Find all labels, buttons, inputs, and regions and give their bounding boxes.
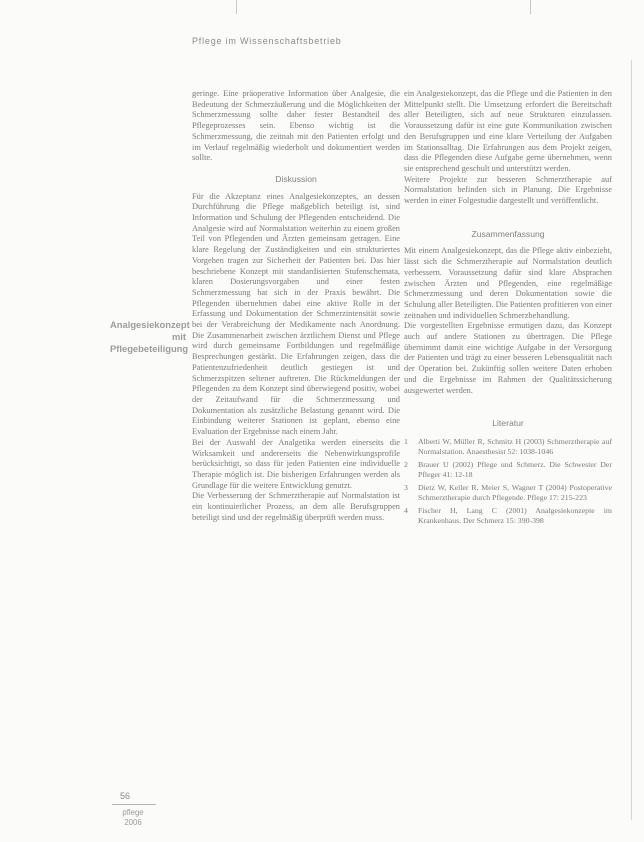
- journal-name: pflege: [122, 808, 144, 817]
- reference-number: 2: [404, 459, 408, 469]
- page-number: 56: [120, 791, 131, 801]
- reference-item: [404, 460, 612, 480]
- section-heading-references: Literatur: [492, 418, 524, 429]
- section-heading-discussion: Diskussion: [275, 173, 317, 184]
- reference-item: [404, 437, 612, 457]
- journal-footer: [112, 808, 154, 828]
- reference-number: 1: [404, 436, 408, 446]
- reference-text: Fischer H, Lang C (2001) Analgesiekonzepte im Krankenhaus. Der Schmerz 15: 390-398: [418, 505, 612, 525]
- section-heading-summary: Zusammenfassung: [471, 228, 545, 239]
- reference-item: [404, 483, 612, 503]
- crop-mark: [236, 0, 237, 14]
- reference-item: [404, 506, 612, 526]
- paragraph: Mit einem Analgesiekonzept, das die Pflege aktiv einbezieht, lässt sich die Schmerztherapie auf Normalstation deutlich verbessern. Voraussetzung dafür sind klare Absprachen zwischen Ärzten und Pflegenden, eine regelmäßige Schmerzmessung und deren Dokumentation sowie die Schulung aller Beteiligten. Die Patienten profitieren von einer zeitnahen und individuellen Schmerzbehandlung.: [404, 246, 612, 320]
- paragraph: Für die Akzeptanz eines Analgesiekonzeptes, an dessen Durchführung die Pflege maßgeblich beteiligt ist, sind Information und Schulung der Pflegenden entscheidend. Die Analgesie wird auf Normalstation weiterhin zu einem großen Teil von Pflegenden und Ärzten gemeinsam getragen. Eine klare Regelung der Zuständigkeiten und ein strukturiertes Vorgehen tragen zur Sicherheit der Patienten bei. Das hier beschriebene Konzept mit standardisierten Stufenschemata, klaren Dosierungsvorgaben und einer festen Schmerzmessung hat sich in der Praxis bewährt. Die Pflegenden übernehmen dabei eine aktive Rolle in der Erfassung und Dokumentation der Schmerzintensität sowie bei der Verabreichung der Medikamente nach Anordnung. Die Zusammenarbeit zwischen ärztlichem Dienst und Pflege wird durch gemeinsame Fortbildungen und regelmäßige Besprechungen gestärkt. Die Erfahrungen zeigen, dass die Patientenzufriedenheit deutlich gestiegen ist und Schmerzspitzen seltener auftreten. Die Rückmeldungen der Pflegenden zu dem Konzept sind überwiegend positiv, wobei der Zeitaufwand für die Schmerzmessung und Dokumentation als zusätzliche Belastung genannt wird. Die Einbindung weiterer Stationen ist geplant, ebenso eine Evaluation der Ergebnisse nach einem Jahr.: [192, 191, 400, 437]
- paragraph: ein Analgesiekonzept, das die Pflege und die Patienten in den Mittelpunkt stellt. Die Umsetzung erfordert die Bereitschaft aller Beteiligten, sich auf neue Strukturen einzulassen. Voraussetzung dafür ist eine gute Kommunikation zwischen den Berufsgruppen und eine klare Verteilung der Aufgaben im Stationsalltag. Die Erfahrungen aus dem Projekt zeigen, dass die Pflegenden diese Aufgabe gerne übernehmen, wenn sie entsprechend geschult und unterstützt werden.: [404, 89, 612, 173]
- reference-number: 3: [404, 482, 408, 492]
- journal-year: 2006: [124, 818, 142, 827]
- footer-rule: [112, 804, 156, 805]
- paragraph: Bei der Auswahl der Analgetika werden einerseits die Wirksamkeit und andererseits die Nebenwirkungsprofile berücksichtigt, so dass für jeden Patienten eine individuelle Therapie möglich ist. Die bisherigen Erfahrungen werden als Grundlage für die weitere Entwicklung genutzt.: [192, 437, 400, 490]
- paragraph: Weitere Projekte zur besseren Schmerztherapie auf Normalstation befinden sich in Planung. Die Ergebnisse werden in einer Folgestudie dargestellt und veröffentlicht.: [404, 174, 612, 206]
- paragraph: geringe. Eine präoperative Information über Analgesie, die Bedeutung der Schmerzäußerung und die Möglichkeiten der Schmerzmessung sollte daher fester Bestandteil des Pflegeprozesses sein. Ebenso wichtig ist die Schmerzmessung, die zeitnah mit den Patienten erfolgt und im Verlauf regelmäßig wiederholt und dokumentiert werden sollte.: [192, 89, 400, 163]
- margin-note: Analgesiekonzept mit Pflegebeteiligung: [110, 319, 190, 354]
- paragraph: Die vorgestellten Ergebnisse ermutigen dazu, das Konzept auch auf andere Stationen zu übertragen. Die Pflege übernimmt damit eine wichtige Aufgabe in der Versorgung der Patienten und trägt zu einer besseren Lebensqualität nach der Operation bei. Zukünftig sollen weitere Daten erhoben und die Ergebnisse im Rahmen der Qualitätssicherung ausgewertet werden.: [404, 321, 612, 395]
- running-header: Pflege im Wissenschaftsbetrieb: [192, 36, 342, 46]
- right-column: [404, 89, 612, 529]
- reference-text: Brauer U (2002) Pflege und Schmerz. Die Schwester Der Pfleger 41: 12-18: [418, 459, 612, 479]
- left-column: [192, 89, 400, 523]
- reference-text: Dietz W, Keller R, Meier S, Wagner T (2004) Postoperative Schmerztherapie durch Pflegende. Pflege 17: 215-223: [418, 482, 612, 502]
- reference-list: [404, 437, 612, 526]
- reference-number: 4: [404, 505, 408, 515]
- paragraph: Die Verbesserung der Schmerztherapie auf Normalstation ist ein kontinuierlicher Prozess, an dem alle Berufsgruppen beteiligt sind und der regelmäßig überprüft werden muss.: [192, 491, 400, 522]
- crop-mark: [530, 0, 531, 14]
- reference-text: Alberti W, Müller R, Schmitz H (2003) Schmerztherapie auf Normalstation. Anaesthesist 52: 1038-1046: [418, 436, 612, 456]
- margin-rule: [631, 60, 632, 820]
